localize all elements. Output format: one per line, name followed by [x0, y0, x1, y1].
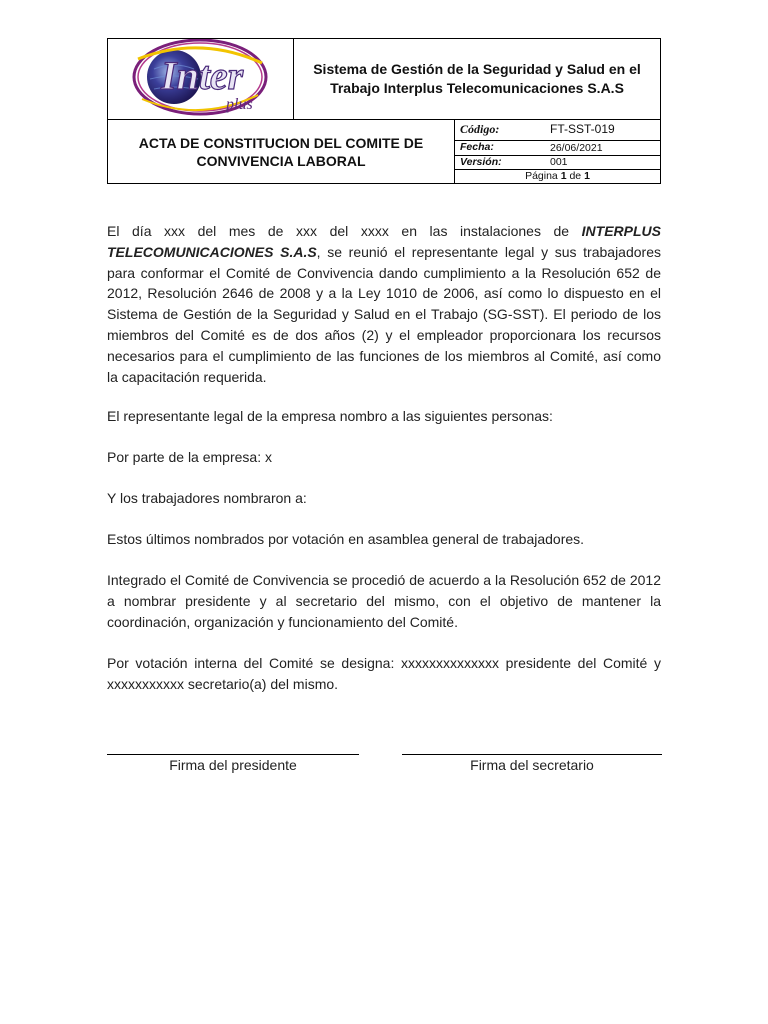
paragraph-appointment: El representante legal de la empresa nombro a las siguientes personas: — [107, 408, 553, 424]
logo-sub: plus — [226, 96, 253, 113]
intro-text-b: , se reunió el representante legal y sus trabajadores para conformar el Comité de Convivencia dando cumplimiento a la Resolución 652 de 2012, Resolución 2646 de 2008 y a la Ley 1010 de 2006, así como lo dispuesto en el Sistema de Gestión de la Seguridad y Salud en el Trabajo (SG-SST). El periodo de los miembros del Comité es de dos años (2) y el empleador proporcionara los recursos necesarios para el cumplimiento de las funciones de los miembros al Comité, así como la capacitación requerida. — [107, 243, 661, 385]
page-total: 1 — [584, 170, 590, 182]
fecha-value: 26/06/2021 — [550, 142, 603, 154]
fecha-label: Fecha: — [460, 141, 494, 153]
secretary-signature-line — [402, 754, 662, 755]
fecha-row — [455, 141, 660, 156]
paragraph-integration: Integrado el Comité de Convivencia se procedió de acuerdo a la Resolución 652 de 2012 a nombrar presidente y al secretario del mismo, con el objetivo de mantener la coordinación, organización y funcionamiento del Comité. — [107, 572, 661, 630]
page-prefix: Página — [525, 170, 561, 182]
document-metadata — [454, 120, 660, 183]
logo-word: Inter — [161, 53, 244, 98]
version-row — [455, 156, 660, 170]
intro-text-a: El día xxx del mes de xxx del xxxx en las instalaciones de — [107, 223, 582, 239]
page-number — [455, 170, 660, 183]
system-title: Sistema de Gestión de la Seguridad y Salud en el Trabajo Interplus Telecomunicaciones S.A.S — [313, 61, 641, 96]
document-header — [107, 38, 661, 184]
logo-cell — [108, 39, 294, 119]
paragraph-designation: Por votación interna del Comité se designa: xxxxxxxxxxxxxx presidente del Comité y xxxxxxxxxxx secretario(a) del mismo. — [107, 655, 661, 692]
version-value: 001 — [550, 156, 568, 168]
page-sep: de — [566, 170, 585, 182]
codigo-row — [455, 120, 660, 141]
version-label: Versión: — [460, 156, 502, 168]
document-title: ACTA DE CONSTITUCION DEL COMITE DE CONVIVENCIA LABORAL — [138, 134, 424, 169]
president-signature-label: Firma del presidente — [169, 757, 297, 773]
paragraph-election: Estos últimos nombrados por votación en asamblea general de trabajadores. — [107, 531, 585, 547]
company-name: INTERPLUS TELECOMUNICACIONES S.A.S — [107, 223, 661, 260]
president-signature-line — [107, 754, 359, 755]
codigo-label: Código: — [460, 122, 500, 136]
paragraph-intro — [107, 221, 661, 387]
paragraph-worker-members: Y los trabajadores nombraron a: — [107, 490, 307, 506]
paragraph-company-members: Por parte de la empresa: x — [107, 449, 272, 465]
codigo-value: FT-SST-019 — [550, 122, 615, 136]
secretary-signature-label: Firma del secretario — [470, 757, 594, 773]
page-current: 1 — [560, 170, 567, 182]
interplus-logo — [108, 39, 292, 117]
